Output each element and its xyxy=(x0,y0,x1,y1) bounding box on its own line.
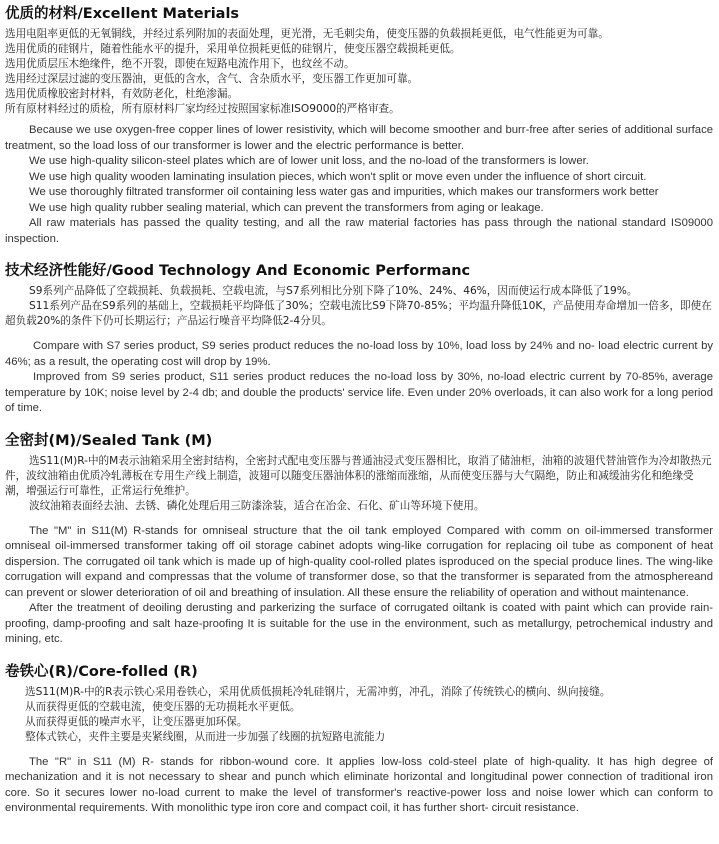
section-title-technology: 技术经济性能好/Good Technology And Economic Performanc xyxy=(5,263,471,279)
materials-en-paragraph: Because we use oxygen-free copper lines of lower resistivity, which will become smoother and burr-free after series of additional surface treatment, so the load loss of our transformer is lower and the electric performance is better. xyxy=(5,124,713,152)
section-technology-economic xyxy=(5,261,713,417)
core-cn-line: 从而获得更低的空载电流，使变压器的无功损耗水平更低。 xyxy=(25,700,301,713)
sealed-tank-cn-paragraph: 选S11(M)R-中的M表示油箱采用全密封结构，全密封式配电变压器与普通油浸式变压器相比，取消了储油柜，油箱的波翅代替油管作为冷却散热元件，波纹油箱由优质冷轧薄板在专用生产线上制造，波翅可以随变压器油体积的涨缩而涨缩，从而使变压器与大气隔绝，防止和减缓油劣化和绝缘受潮，增强运行可靠性，正常运行免维护。 xyxy=(5,454,712,497)
section-title-sealed-tank: 全密封(M)/Sealed Tank (M) xyxy=(5,432,213,449)
materials-en-paragraph: We use high quality wooden laminating insulation pieces, which won't split or move even under the influence of short circuit. xyxy=(29,170,647,183)
materials-en-paragraph: We use high-quality silicon-steel plates which are of lower unit loss, and the no-load of the transformers is lower. xyxy=(29,155,589,167)
sealed-tank-en-paragraph: After the treatment of deoiling derusting and parkerizing the surface of corrugated oiltank is coated with paint which can provide rain-proofing, damp-proofing and salt haze-proofing It is suitable for the use in the environment, such as metallurgy, petrochemical industry and mining, etc. xyxy=(5,602,713,645)
materials-cn-line: 选用优质橡胶密封材料，有效防老化，杜绝渗漏。 xyxy=(5,88,239,100)
section-core-folled xyxy=(5,662,713,817)
sealed-tank-cn-paragraph: 波纹油箱表面经去油、去锈、磷化处理后用三防漆涂装，适合在冶金、石化、矿山等环境下使用。 xyxy=(29,499,485,512)
technology-en-paragraph: Compare with S7 series product, S9 series product reduces the no-load loss by 10%, load loss by 24% and no- load electric current by 46%; as a result, the operating cost will drop by 19%. xyxy=(5,340,713,368)
core-cn-line: 选S11(M)R-中的R表示铁心采用卷铁心，采用优质低损耗冷轧硅钢片，无需冲剪，冲孔，消除了传统铁心的横向、纵向接缝。 xyxy=(25,685,611,698)
core-en-paragraph: The "R" in S11 (M) R- stands for ribbon-wound core. It applies low-loss cold-steel plate of high-quality. It has high degree of mechanization and it is not necessary to shear and punch which eliminate horizontal and longitudinal power connection of traditional iron core. So it secures lower no-load current to make the level of transformer's reactive-power loss and noise lower which can conform to environmental requirements. With monolithic type iron core and compact coil, it has further short- circuit resistance. xyxy=(5,755,713,814)
materials-cn-line: 选用优质层压木绝缘件，绝不开裂，即使在短路电流作用下，也纹丝不动。 xyxy=(5,58,355,70)
core-cn-line: 整体式铁心，夹件主要是夹紧线圈，从而进一步加强了线圈的抗短路电流能力 xyxy=(25,730,386,743)
section-excellent-materials xyxy=(5,4,713,247)
technology-en-paragraph: Improved from S9 series product, S11 series product reduces the no-load loss by 30%, no-load electric current by 70-85%, average temperature by 10K; noise level by 2-4 db; and double the products' service life. Even under 20% overloads, it can also work for a long period of time. xyxy=(5,371,713,414)
technology-cn-paragraph: S9系列产品降低了空载损耗、负载损耗、空载电流，与S7系列相比分别下降了10%、24%、46%，因而使运行成本降低了19%。 xyxy=(29,285,638,297)
technology-cn-paragraph: S11系列产品在S9系列的基础上，空载损耗平均降低了30%；空载电流比S9下降70-85%；平均温升降低10K，产品使用寿命增加一倍多，即使在超负载20%的条件下仍可长期运行；产品运行噪音平均降低2-4分贝。 xyxy=(5,300,712,327)
materials-cn-line: 选用电阻率更低的无氧铜线，并经过系列附加的表面处理，更光滑，无毛刺尖角，使变压器的负载损耗更低，电气性能更为可靠。 xyxy=(5,28,609,40)
materials-en-paragraph: All raw materials has passed the quality testing, and all the raw material factories has pass through the national standard IS09000 inspection. xyxy=(5,217,713,245)
materials-en-paragraph: We use high quality rubber sealing material, which can prevent the transformers from aging or leakage. xyxy=(29,201,544,214)
materials-en-paragraph: We use thoroughly filtrated transformer oil containing less water gas and impurities, which makes our transformers work better xyxy=(29,186,659,198)
section-sealed-tank xyxy=(5,431,713,648)
section-title-materials: 优质的材料/Excellent Materials xyxy=(5,6,240,22)
sealed-tank-en-paragraph: The "M" in S11(M) R-stands for omniseal structure that the oil tank employed Compared with comm on oil-immersed transformer omniseal oil-immersed transformer taking off oil storage cabinet adopts wing-like corrugation for replacing oil tube as component of heat dispersion. The corrugated oil tank which is made up of high-quality cool-rolled plates isproduced on the special produce lines. The wing-like corrugation will expand and compressas that the volume of transformer dose, so that the transformer is separated from the atmosphereand can prevent or slower deterioration of oil and breathing of insulation. All these ensure the reliability of operation and without maintenance. xyxy=(5,524,713,599)
materials-cn-line: 所有原材料经过的质检，所有原材料厂家均经过按照国家标准ISO9000的严格审查。 xyxy=(5,103,400,115)
core-cn-line: 从而获得更低的噪声水平，让变压器更加环保。 xyxy=(25,715,248,728)
materials-cn-line: 选用经过深层过滤的变压器油，更低的含水，含气、含杂质水平，变压器工作更加可靠。 xyxy=(5,73,419,85)
section-title-core-folled: 卷铁心(R)/Core-folled (R) xyxy=(5,663,198,680)
materials-cn-line: 选用优质的硅钢片，随着性能水平的提升，采用单位损耗更低的硅钢片，使变压器空载损耗更低。 xyxy=(5,43,461,55)
